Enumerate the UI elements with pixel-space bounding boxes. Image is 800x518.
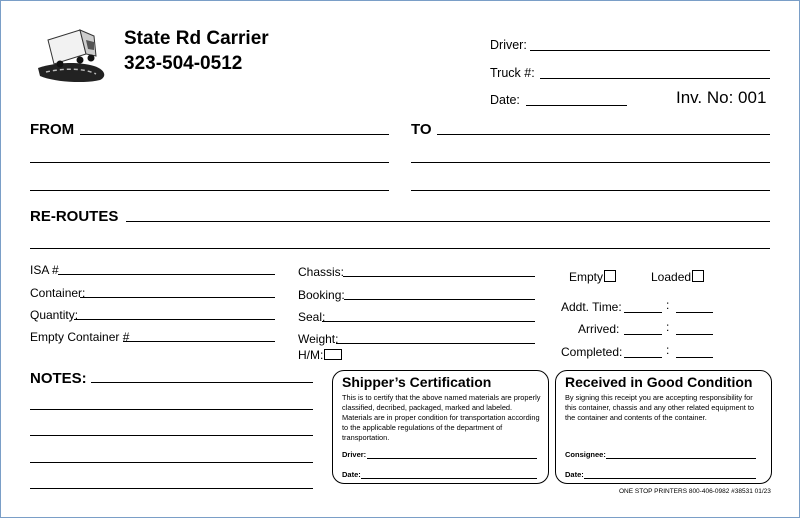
shipper-certification-box xyxy=(332,370,549,484)
from-line-3[interactable] xyxy=(30,190,389,191)
arrived-minutes[interactable] xyxy=(676,334,713,335)
consignee-label: Consignee: xyxy=(565,450,606,459)
received-cert-line: the container and contents of the container. xyxy=(565,413,707,422)
received-date-field[interactable] xyxy=(584,478,756,479)
consignee-field[interactable] xyxy=(606,458,756,459)
shipper-cert-title: Shipper’s Certification xyxy=(342,374,492,390)
shipper-cert-line: transportation. xyxy=(342,433,390,442)
weight-label: Weight: xyxy=(298,332,339,346)
notes-line-3[interactable] xyxy=(30,435,313,436)
hm-checkbox[interactable] xyxy=(324,349,342,360)
shipper-driver-label: Driver: xyxy=(342,450,367,459)
printer-footer: ONE STOP PRINTERS 800-406-0982 #38531 01/23 xyxy=(619,488,771,495)
notes-label: NOTES: xyxy=(30,370,87,387)
container-field[interactable] xyxy=(80,297,275,298)
to-line-1[interactable] xyxy=(437,134,770,135)
from-label: FROM xyxy=(30,121,75,138)
empty-container-field[interactable] xyxy=(123,341,275,342)
shipper-date-label: Date: xyxy=(342,470,361,479)
weight-field[interactable] xyxy=(336,343,535,344)
notes-line-4[interactable] xyxy=(30,462,313,463)
chassis-label: Chassis: xyxy=(298,265,345,279)
isa-label: ISA # xyxy=(30,263,59,277)
shipper-date-field[interactable] xyxy=(361,478,537,479)
loaded-checkbox[interactable] xyxy=(692,270,704,282)
completed-minutes[interactable] xyxy=(676,357,713,358)
chassis-field[interactable] xyxy=(343,276,535,277)
received-cert-line: this container, chassis and any other related equipment to xyxy=(565,403,754,412)
completed-colon: : xyxy=(666,343,670,357)
booking-field[interactable] xyxy=(344,299,535,300)
to-line-2[interactable] xyxy=(411,162,770,163)
shipper-cert-line: to the applicable regulations of the department of xyxy=(342,423,503,432)
quantity-field[interactable] xyxy=(74,319,275,320)
addt-time-minutes[interactable] xyxy=(676,312,713,313)
notes-line-5[interactable] xyxy=(30,488,313,489)
addt-time-label: Addt. Time: xyxy=(561,300,622,314)
arrived-colon: : xyxy=(666,320,670,334)
container-label: Container: xyxy=(30,286,86,300)
seal-label: Seal: xyxy=(298,310,326,324)
reroutes-line-2[interactable] xyxy=(30,248,770,249)
shipper-cert-line: Materials are in proper condition for transportation according xyxy=(342,413,540,422)
company-phone: 323-504-0512 xyxy=(124,53,243,74)
truck-label: Truck #: xyxy=(490,66,535,80)
received-cert-title: Received in Good Condition xyxy=(565,374,753,390)
arrived-hours[interactable] xyxy=(624,334,662,335)
truck-on-road-icon xyxy=(34,26,114,82)
shipper-driver-field[interactable] xyxy=(367,458,537,459)
empty-container-label: Empty Container # xyxy=(30,330,130,344)
empty-label: Empty xyxy=(569,270,604,284)
addt-time-hours[interactable] xyxy=(624,312,662,313)
arrived-label: Arrived: xyxy=(578,322,620,336)
date-label: Date: xyxy=(490,93,520,107)
to-line-3[interactable] xyxy=(411,190,770,191)
notes-line-1[interactable] xyxy=(91,382,313,383)
quantity-label: Quantity: xyxy=(30,308,79,322)
seal-field[interactable] xyxy=(322,321,535,322)
company-name: State Rd Carrier xyxy=(124,28,269,49)
reroutes-label: RE-ROUTES xyxy=(30,208,119,225)
completed-hours[interactable] xyxy=(624,357,662,358)
driver-label: Driver: xyxy=(490,38,527,52)
received-cert-line: By signing this receipt you are accepting responsibility for xyxy=(565,393,753,402)
received-cert-text xyxy=(565,393,770,423)
from-line-1[interactable] xyxy=(80,134,389,135)
to-label: TO xyxy=(411,121,432,138)
invoice-number: Inv. No: 001 xyxy=(676,88,767,107)
truck-field[interactable] xyxy=(540,78,770,79)
loaded-label: Loaded xyxy=(651,270,692,284)
shipper-cert-line: classified, decribed, packaged, marked and labeled. xyxy=(342,403,513,412)
shipper-cert-line: This is to certify that the above named materials are properly xyxy=(342,393,541,402)
isa-field[interactable] xyxy=(58,274,275,275)
from-line-2[interactable] xyxy=(30,162,389,163)
hm-label: H/M: xyxy=(298,348,324,362)
booking-label: Booking: xyxy=(298,288,345,302)
shipper-cert-text xyxy=(342,393,547,443)
reroutes-line-1[interactable] xyxy=(126,221,770,222)
notes-line-2[interactable] xyxy=(30,409,313,410)
received-condition-box xyxy=(555,370,772,484)
driver-field[interactable] xyxy=(530,50,770,51)
addt-time-colon: : xyxy=(666,298,670,312)
completed-label: Completed: xyxy=(561,345,623,359)
empty-checkbox[interactable] xyxy=(604,270,616,282)
date-field[interactable] xyxy=(526,105,627,106)
received-date-label: Date: xyxy=(565,470,584,479)
